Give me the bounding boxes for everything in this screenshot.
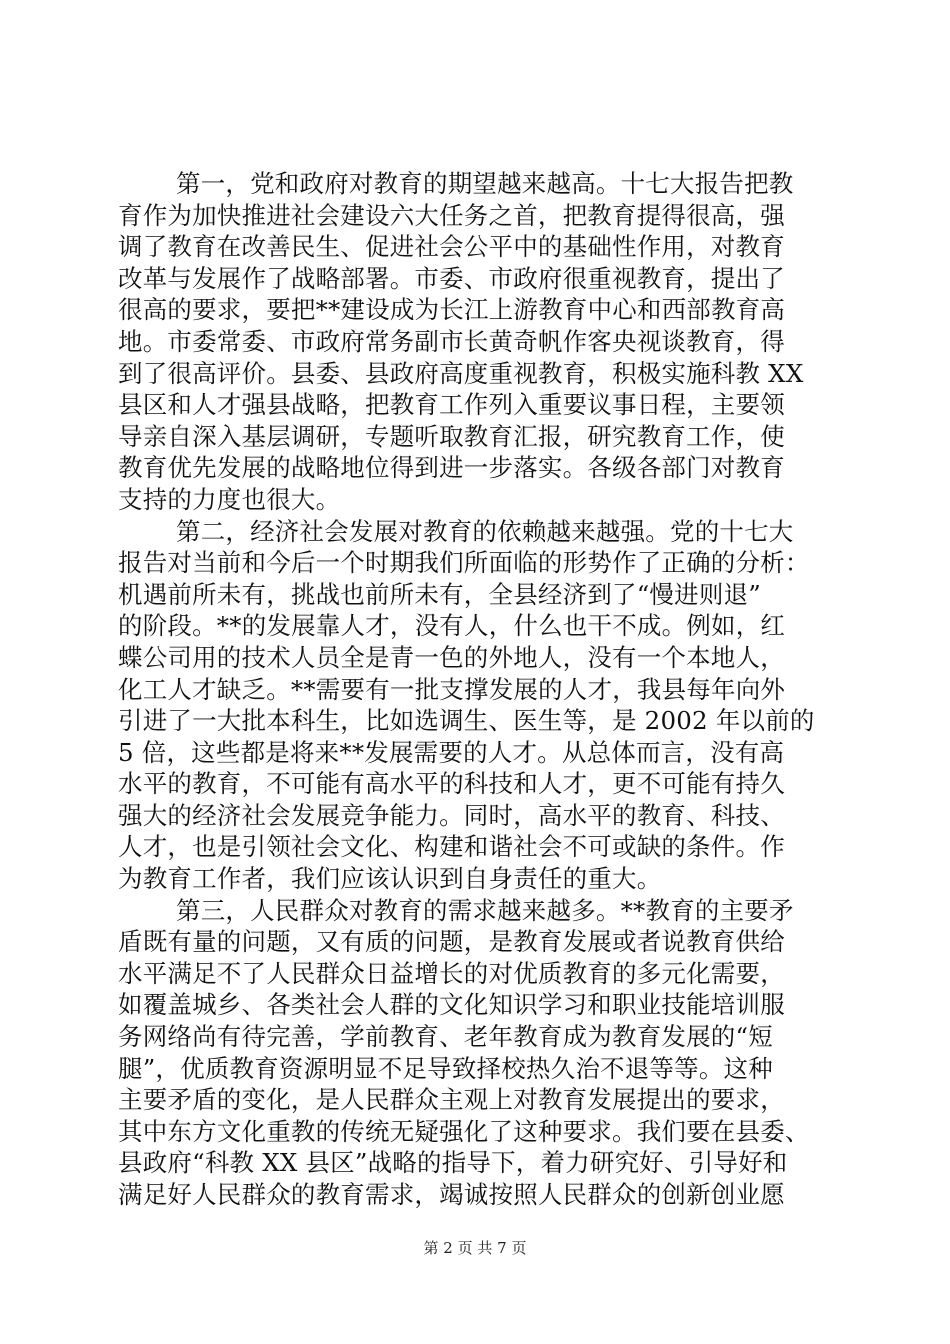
text-line: 化工人才缺乏。**需要有一批支撑发展的人才，我县每年向外 [118,674,786,704]
text-line: 地。市委常委、市政府常务副市长黄奇帆作客央视谈教育，得 [118,326,785,356]
text-line: 改革与发展作了战略部署。市委、市政府很重视教育，提出了 [118,263,785,293]
text-line: 导亲自深入基层调研，专题听取教育汇报，研究教育工作，使 [118,421,785,451]
text-line: 调了教育在改善民生、促进社会公平中的基础性作用，对教育 [118,232,785,262]
text-line: 县区和人才强县战略，把教育工作列入重要议事日程，主要领 [118,390,785,420]
text-line: 为教育工作者，我们应该认识到自身责任的重大。 [118,864,662,894]
text-line: 5 倍，这些都是将来**发展需要的人才。从总体而言，没有高 [118,737,785,767]
text-line: 到了很高评价。县委、县政府高度重视教育，积极实施科教 XX [118,358,804,388]
text-line: 机遇前所未有，挑战也前所未有，全县经济到了“慢进则退” [118,579,761,609]
text-line: 报告对当前和今后一个时期我们所面临的形势作了正确的分析： [118,548,810,578]
text-line: 腿”，优质教育资源明显不足导致择校热久治不退等等。这种 [118,1053,773,1083]
text-line: 教育优先发展的战略地位得到进一步落实。各级各部门对教育 [118,453,785,483]
text-line: 育作为加快推进社会建设六大任务之首，把教育提得很高，强 [118,200,785,230]
paragraph-first-line: 第二，经济社会发展对教育的依赖越来越强。党的十七大 [176,516,794,546]
text-line: 如覆盖城乡、各类社会人群的文化知识学习和职业技能培训服 [118,990,785,1020]
text-line: 其中东方文化重教的传统无疑强化了这种要求。我们要在县委、 [118,1116,810,1146]
page-footer: 第 2 页 共 7 页 [423,1239,527,1257]
text-line: 满足好人民群众的教育需求，竭诚按照人民群众的创新创业愿 [118,1180,785,1209]
text-line: 强大的经济社会发展竞争能力。同时，高水平的教育、科技、 [118,800,785,830]
text-line: 很高的要求，要把**建设成为长江上游教育中心和西部教育高 [118,295,786,325]
paragraph-first-line: 第三，人民群众对教育的需求越来越多。**教育的主要矛 [176,895,794,925]
document-body [118,168,834,1211]
text-line: 人才，也是引领社会文化、构建和谐社会不可或缺的条件。作 [118,832,785,862]
text-line: 支持的力度也很大。 [118,484,341,514]
text-line: 水平的教育，不可能有高水平的科技和人才，更不可能有持久 [118,769,785,799]
text-line: 县政府“科教 XX 县区”战略的指导下，着力研究好、引导好和 [118,1148,788,1178]
text-line: 主要矛盾的变化，是人民群众主观上对教育发展提出的要求， [118,1085,785,1115]
text-line: 水平满足不了人民群众日益增长的对优质教育的多元化需要， [118,958,785,988]
text-line: 的阶段。**的发展靠人才，没有人，什么也干不成。例如，红 [118,611,786,641]
text-line: 务网络尚有待完善，学前教育、老年教育成为教育发展的“短 [118,1022,773,1052]
text-line: 蝶公司用的技术人员全是青一色的外地人，没有一个本地人， [118,642,785,672]
paragraph-first-line: 第一，党和政府对教育的期望越来越高。十七大报告把教 [176,169,794,198]
text-line: 盾既有量的问题，又有质的问题，是教育发展或者说教育供给 [118,927,785,957]
text-line: 引进了一大批本科生，比如选调生、医生等，是 2002 年以前的 [118,706,815,736]
